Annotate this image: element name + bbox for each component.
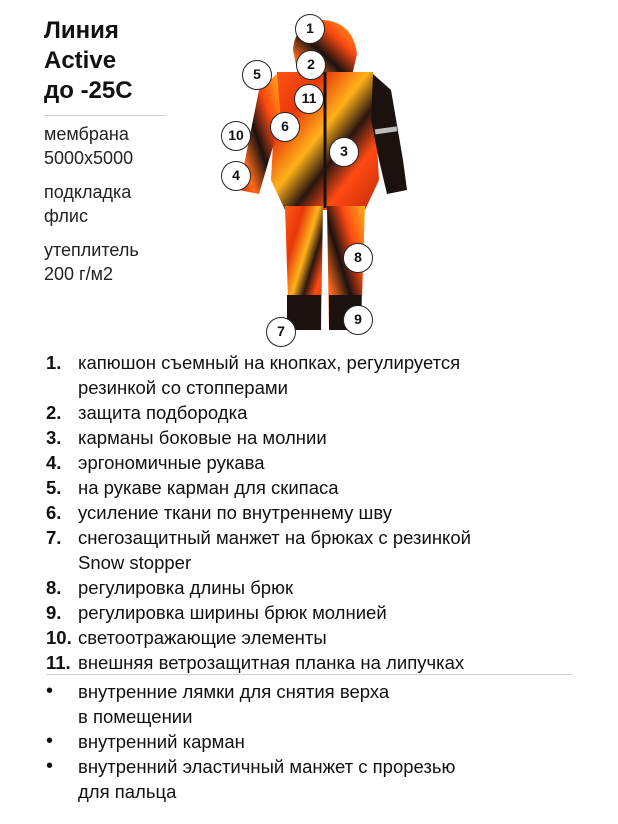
callout-9: 9 [343,305,373,335]
feature-number: 2. [46,402,62,423]
feature-text: регулировка длины брюк [78,577,294,598]
feature-number: 3. [46,427,62,448]
feature-text: на рукаве карман для скипаса [78,477,339,498]
list-item [46,475,606,500]
list-item [46,625,606,650]
feature-text: эргономичные рукава [78,452,265,473]
feature-text: карманы боковые на молнии [78,427,327,448]
list-item [46,679,606,729]
feature-text: усиление ткани по внутреннему шву [78,502,392,523]
bullet-icon: • [46,680,54,702]
feature-number: 1. [46,352,62,373]
list-item [46,600,606,625]
feature-text: защита подбородка [78,402,248,423]
list-item [46,450,606,475]
extra-text: внутренний эластичный манжет с прорезью для пальца [78,756,456,802]
feature-text: снегозащитный манжет на брюках с резинкой Snow stopper [78,527,471,573]
feature-number: 8. [46,577,62,598]
list-item [46,754,606,804]
spec-insulation [44,238,234,286]
callout-8: 8 [343,243,373,273]
list-item [46,729,606,754]
title-line-1: Линия [44,17,119,44]
feature-number: 4. [46,452,62,473]
feature-number: 5. [46,477,62,498]
extra-text: внутренний карман [78,731,245,752]
feature-text: светоотражающие элементы [78,627,327,648]
product-title [44,16,234,106]
list-item [46,400,606,425]
features-list [46,350,606,675]
feature-number: 9. [46,602,62,623]
bullet-icon: • [46,755,54,777]
feature-text: регулировка ширины брюк молнией [78,602,387,623]
list-item [46,525,606,575]
spec-label: мембрана [44,124,129,144]
list-item [46,575,606,600]
spec-lining [44,180,234,228]
callout-2: 2 [296,50,326,80]
spec-label: утеплитель [44,240,139,260]
callout-6: 6 [270,112,300,142]
callout-3: 3 [329,137,359,167]
feature-text: внешняя ветрозащитная планка на липучках [78,652,465,673]
list-divider [46,674,572,675]
spec-value: 200 г/м2 [44,264,113,284]
callout-5: 5 [242,60,272,90]
callout-10: 10 [221,121,251,151]
callout-7: 7 [266,317,296,347]
spec-label: подкладка [44,182,132,202]
feature-number: 10. [46,627,72,648]
feature-number: 11. [46,652,71,673]
list-item [46,425,606,450]
extra-text: внутренние лямки для снятия верха в помещении [78,681,390,727]
callout-4: 4 [221,161,251,191]
spec-value: флис [44,206,88,226]
title-line-2: Active [44,47,117,74]
feature-number: 7. [46,527,62,548]
feature-text: капюшон съемный на кнопках, регулируется резинкой со стопперами [78,352,461,398]
spec-value: 5000х5000 [44,148,134,168]
list-item [46,650,606,675]
list-item [46,500,606,525]
extras-list [46,679,606,804]
callout-1: 1 [295,14,325,44]
callout-11: 11 [294,84,324,114]
list-item [46,350,606,400]
feature-number: 6. [46,502,62,523]
title-line-3: до -25С [44,77,133,104]
title-divider [44,115,166,116]
bullet-icon: • [46,730,54,752]
spec-membrane [44,122,234,170]
